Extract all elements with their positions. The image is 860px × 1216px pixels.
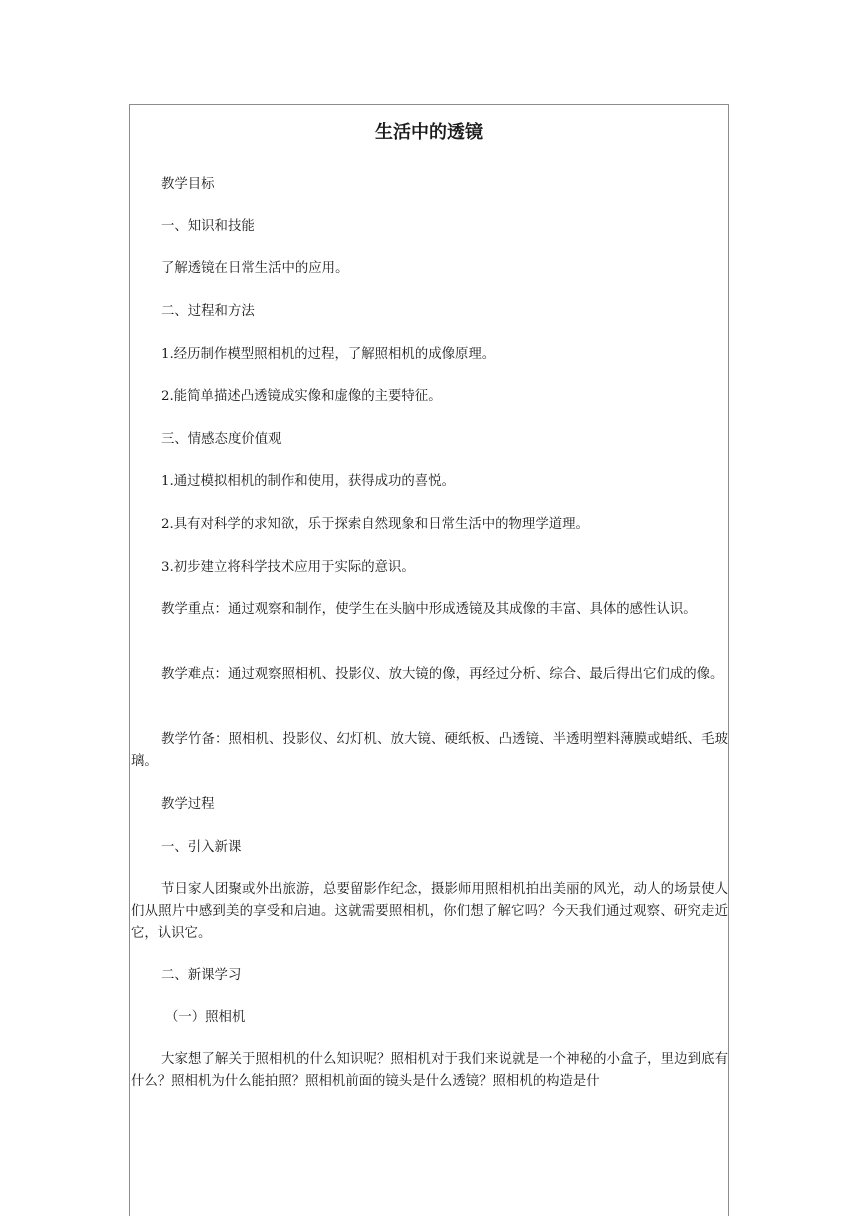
document-page: [129, 104, 729, 1216]
intro-heading: 一、引入新课: [161, 840, 242, 855]
document-title: 生活中的透镜: [375, 122, 483, 143]
process-method-item: 1.经历制作模型照相机的过程，了解照相机的成像原理。: [161, 347, 496, 362]
attitude-item: 1.通过模拟相机的制作和使用，获得成功的喜悦。: [161, 474, 455, 489]
attitude-heading: 三、情感态度价值观: [161, 432, 282, 447]
knowledge-heading: 一、知识和技能: [161, 219, 255, 234]
key-point-paragraph: 教学重点：通过观察和制作，使学生在头脑中形成透镜及其成像的丰富、具体的感性认识。: [161, 602, 697, 617]
preparation-paragraph: 教学竹备：照相机、投影仪、幻灯机、放大镜、硬纸板、凸透镜、半透明塑料薄膜或蜡纸、毛玻璃。: [131, 732, 728, 769]
process-method-heading: 二、过程和方法: [161, 304, 255, 319]
knowledge-item: 了解透镜在日常生活中的应用。: [161, 261, 349, 276]
teaching-process-heading: 教学过程: [161, 797, 215, 812]
attitude-item: 2.具有对科学的求知欲，乐于探索自然现象和日常生活中的物理学道理。: [161, 517, 589, 532]
camera-heading: （一）照相机: [165, 1010, 246, 1025]
objectives-heading: 教学目标: [161, 177, 215, 192]
process-method-item: 2.能简单描述凸透镜成实像和虚像的主要特征。: [161, 389, 442, 404]
camera-paragraph: 大家想了解关于照相机的什么知识呢？照相机对于我们来说就是一个神秘的小盒子，里边到底有什么？照相机为什么能拍照？照相机前面的镜头是什么透镜？照相机的构造是什: [131, 1052, 728, 1089]
intro-paragraph: 节日家人团聚或外出旅游，总要留影作纪念，摄影师用照相机拍出美丽的风光，动人的场景使人们从照片中感到美的享受和启迪。这就需要照相机，你们想了解它吗？今天我们通过观察、研究走近它，认识它。: [131, 882, 728, 941]
difficulty-paragraph: 教学难点：通过观察照相机、投影仪、放大镜的像，再经过分析、综合、最后得出它们成的像。: [161, 667, 724, 682]
attitude-item: 3.初步建立将科学技术应用于实际的意识。: [161, 560, 415, 575]
new-lesson-heading: 二、新课学习: [161, 968, 242, 983]
